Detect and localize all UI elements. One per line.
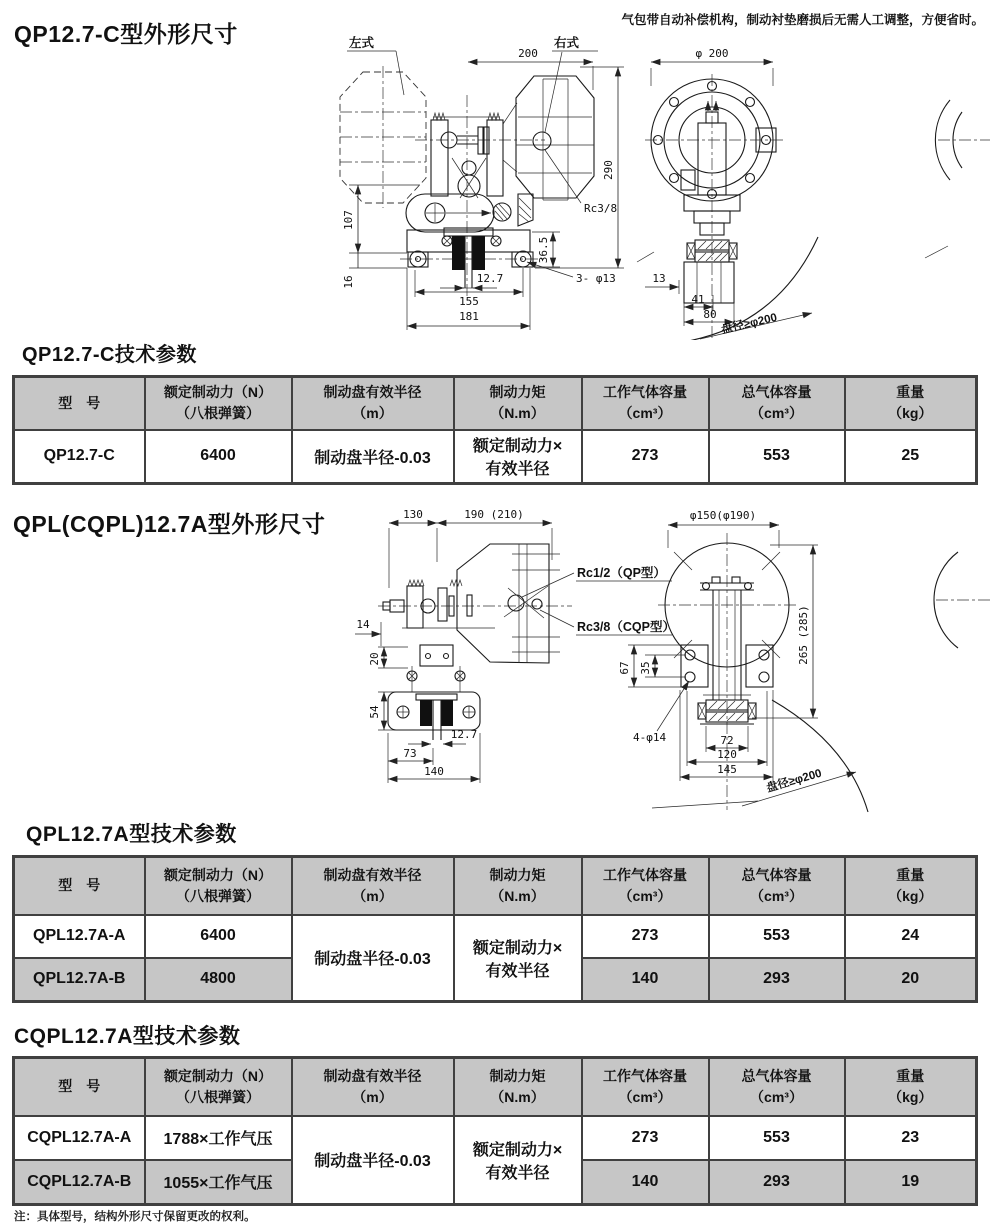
cell-working-volume: 140 [582,1160,709,1205]
table-qpl127a-specs [12,855,978,1003]
section2-title: QP12.7-C技术参数 [22,344,197,366]
col-header-torque: 制动力矩 （N.m） [454,857,582,915]
dim-35-label: 35 [639,661,652,675]
dim-20-label: 20 [368,652,381,666]
cell-weight: 20 [845,958,977,1002]
dim-41-label: 41 [691,293,705,306]
col-header-force: 额定制动力（N） （八根弹簧） [145,1058,292,1116]
disc-note-label: 盘径≥φ200 [720,311,779,337]
col-header-weight: 重量 （kg） [845,857,977,915]
section3-title: QPL(CQPL)12.7A型外形尺寸 [13,511,326,537]
cell-model: CQPL12.7A-B [14,1160,145,1205]
dim-80-label: 80 [703,308,717,321]
cell-total-volume: 293 [709,1160,845,1205]
dim2-12-7-label: 12.7 [450,728,478,741]
dim-200-label: 200 [518,47,538,60]
table-cqpl127a-specs [12,1056,978,1206]
front-view [340,66,594,300]
dim-130-label: 130 [403,508,423,521]
col-header-torque: 制动力矩 （N.m） [454,1058,582,1116]
cell-model: QP12.7-C [14,430,145,484]
front-view-dimensions [342,35,624,330]
cell-total-volume: 553 [709,430,845,484]
dim-12-7-label: 12.7 [476,272,504,285]
table-row-a [14,915,977,958]
col-header-radius: 制动盘有效半径 （m） [292,377,454,430]
holes2-label: 4-φ14 [633,731,667,744]
dim-14-label: 14 [356,618,370,631]
col-header-working-volume: 工作气体容量 （cm³） [582,1058,709,1116]
cell-radius: 制动盘半径-0.03 [292,430,454,484]
dim-181-label: 181 [459,310,479,323]
cell-total-volume: 293 [709,958,845,1002]
cell-torque-merged: 额定制动力× 有效半径 [454,1116,582,1205]
col-header-total-volume: 总气体容量 （cm³） [709,377,845,430]
table-row-a [14,1116,977,1160]
dim-phi150-label: φ150(φ190) [689,509,757,522]
cell-torque: 额定制动力× 有效半径 [454,430,582,484]
col-header-total-volume: 总气体容量 （cm³） [709,857,845,915]
table-header-row [14,377,977,430]
col-header-radius: 制动盘有效半径 （m） [292,1058,454,1116]
section5-title: CQPL12.7A型技术参数 [14,1025,241,1048]
dim-73-label: 73 [403,747,417,760]
table-row [14,430,977,484]
port-cqp-label: Rc3/8（CQP型） [577,620,675,634]
col-header-force: 额定制动力（N） （八根弹簧） [145,857,292,915]
cell-working-volume: 273 [582,430,709,484]
col-header-torque: 制动力矩 （N.m） [454,377,582,430]
port-label: Rc3/8 [584,202,618,215]
cell-force: 4800 [145,958,292,1002]
dim-155-label: 155 [459,295,479,308]
col-header-total-volume: 总气体容量 （cm³） [709,1058,845,1116]
dim-107-label: 107 [342,210,355,230]
col-header-radius: 制动盘有效半径 （m） [292,857,454,915]
dim-phi200-label: φ 200 [695,47,729,60]
cell-force: 1055×工作气压 [145,1160,292,1205]
section1-title: QP12.7-C型外形尺寸 [14,21,238,47]
cell-working-volume: 273 [582,915,709,958]
cell-torque-merged: 额定制动力× 有效半径 [454,915,582,1002]
dim-13-label: 13 [652,272,666,285]
col-header-model: 型 号 [14,857,145,915]
cell-weight: 24 [845,915,977,958]
cell-force: 6400 [145,430,292,484]
view-label-right: 右式 [554,36,580,50]
dim-120-label: 120 [717,748,737,761]
table-qp127c-specs [12,375,978,485]
holes-label: 3- φ13 [576,272,616,285]
dimension-drawing-qpl127a [350,500,990,820]
dim-190-label: 190 (210) [464,508,524,521]
dim-54-label: 54 [368,705,381,719]
dim-67-label: 67 [618,661,631,675]
footer-note: 注：具体型号，结构外形尺寸保留更改的权利。 [14,1211,256,1223]
cell-force: 6400 [145,915,292,958]
cell-working-volume: 273 [582,1116,709,1160]
table-header-row [14,857,977,915]
cell-working-volume: 140 [582,958,709,1002]
right-view [618,509,990,812]
cell-weight: 25 [845,430,977,484]
table-header-row [14,1058,977,1116]
top-note: 气包带自动补偿机构，制动衬垫磨损后无需人工调整，方便省时。 [621,13,984,27]
dim-145-label: 145 [717,763,737,776]
dim-265-label: 265 (285) [797,605,810,665]
dimension-drawing-qp127c [330,28,990,340]
col-header-weight: 重量 （kg） [845,1058,977,1116]
port-qp-label: Rc1/2（QP型） [577,566,666,580]
dim-16-label: 16 [342,275,355,289]
dim-36-5-label: 36.5 [537,236,550,264]
cell-weight: 19 [845,1160,977,1205]
cell-total-volume: 553 [709,1116,845,1160]
side-view [637,47,990,340]
dim-72-label: 72 [720,734,734,747]
cell-force: 1788×工作气压 [145,1116,292,1160]
view-label-left: 左式 [349,36,375,50]
cell-weight: 23 [845,1116,977,1160]
col-header-model: 型 号 [14,377,145,430]
dim-140-label: 140 [424,765,444,778]
cell-radius-merged: 制动盘半径-0.03 [292,1116,454,1205]
cell-total-volume: 553 [709,915,845,958]
cell-model: QPL12.7A-A [14,915,145,958]
section4-title: QPL12.7A型技术参数 [26,823,237,846]
col-header-working-volume: 工作气体容量 （cm³） [582,377,709,430]
disc-note2-label: 盘径≥φ200 [765,767,824,795]
col-header-force: 额定制动力（N） （八根弹簧） [145,377,292,430]
col-header-working-volume: 工作气体容量 （cm³） [582,857,709,915]
col-header-weight: 重量 （kg） [845,377,977,430]
cell-model: CQPL12.7A-A [14,1116,145,1160]
left-view [355,508,675,783]
cell-model: QPL12.7A-B [14,958,145,1002]
dim-290-label: 290 [602,160,615,180]
col-header-model: 型 号 [14,1058,145,1116]
cell-radius-merged: 制动盘半径-0.03 [292,915,454,1002]
